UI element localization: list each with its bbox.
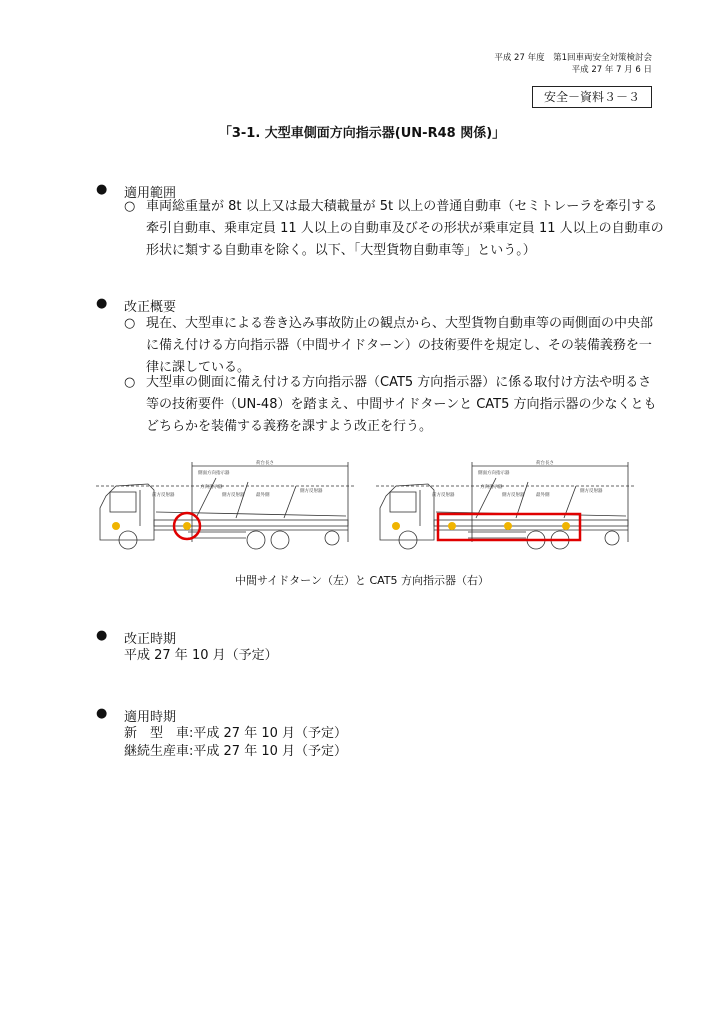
front-turn-lamp [392,522,400,530]
revision-date-value: 平成 27 年 10 月（予定） [124,648,278,663]
truck-diagram-left [96,456,354,554]
overview-text-1: 現在、大型車による巻き込み事故防止の観点から、大型貨物自動車等の両側面の中央部に備え付ける方向指示器（中間サイドターン）の技術要件を規定し、その装備義務を一律に課している。 [146,316,654,375]
figure-mid-side-turn [96,456,354,554]
diagram-label: 最外側 [536,493,550,498]
diagram-label: 方向指示器 [480,485,503,490]
diagram-label: 前方反射器 [152,493,175,498]
application-row-value: :平成 27 年 10 月（予定） [189,726,348,741]
overview-paragraph-1 [124,313,664,379]
application-row-continuing [124,741,347,763]
bullet-icon: ● [96,628,108,643]
section-heading-scope: 適用範囲 [124,186,177,201]
scope-paragraph [124,196,664,262]
circle-bullet-icon: ○ [124,316,136,331]
figure-caption: 中間サイドターン（左）と CAT5 方向指示器（右） [234,574,490,587]
truck-chassis [434,520,628,526]
circle-bullet-icon: ○ [124,375,136,390]
mid-side-turn-lamp [183,522,191,530]
truck-chassis [154,520,348,526]
diagram-label: 側面方向指示器 [478,471,510,476]
cat5-lamp [448,522,456,530]
truck-wheel [605,531,619,545]
overview-paragraph-2 [124,372,664,438]
diagram-label: 前方反射器 [432,493,455,498]
application-row-label: 継続生産車 [124,744,190,759]
page-title: 「3-1. 大型車側面方向指示器(UN-R48 関係)」 [218,126,506,141]
overview-text-2: 大型車の側面に備え付ける方向指示器（CAT5 方向指示器）に係る取付け方法や明るさ等の技術要件（UN-48）を踏まえ、中間サイドターンと CAT5 方向指示器の少なくともどちらかを装備する義務を課すよう改正を行う。 [146,375,657,434]
document-id-box: 安全－資料３－３ [532,86,652,108]
cat5-lamp [562,522,570,530]
bullet-icon: ● [96,296,108,311]
application-row-label: 新 型 車 [124,726,190,741]
cat5-lamp [504,522,512,530]
meeting-name: 平成 27 年度 第1回車両安全対策検討会 [494,53,652,63]
diagram-label: 側方反射器 [300,489,323,494]
diagram-label: 最外側 [256,493,270,498]
truck-wheel [271,531,289,549]
section-heading-revision-date: 改正時期 [124,632,177,647]
bullet-icon: ● [96,182,108,197]
section-heading-overview: 改正概要 [124,300,177,315]
document-date: 平成 27 年 7 月 6 日 [571,65,652,75]
dimension-label: 荷台長さ [536,461,554,466]
diagram-label: 方向指示器 [200,485,223,490]
diagram-label: 側方反射器 [222,493,245,498]
section-heading-application-date: 適用時期 [124,710,177,725]
truck-wheel [325,531,339,545]
truck-diagram-right [376,456,634,554]
diagram-label: 側方反射器 [502,493,525,498]
circle-bullet-icon: ○ [124,199,136,214]
truck-wheel [247,531,265,549]
scope-text: 車両総重量が 8t 以上又は最大積載量が 5t 以上の普通自動車（セミトレーラを牽引する牽引自動車、乗車定員 11 人以上の自動車及びその形状が乗車定員 11 人以上の自動車の形状に類する自動車を除く。以下、「大型貨物自動車等」という。） [146,199,664,258]
figure-cat5-indicator [376,456,634,554]
application-row-value: :平成 27 年 10 月（予定） [189,744,348,759]
diagram-label: 側方反射器 [580,489,603,494]
bullet-icon: ● [96,706,108,721]
diagram-label: 側面方向指示器 [198,471,230,476]
front-turn-lamp [112,522,120,530]
dimension-label: 荷台長さ [256,461,274,466]
